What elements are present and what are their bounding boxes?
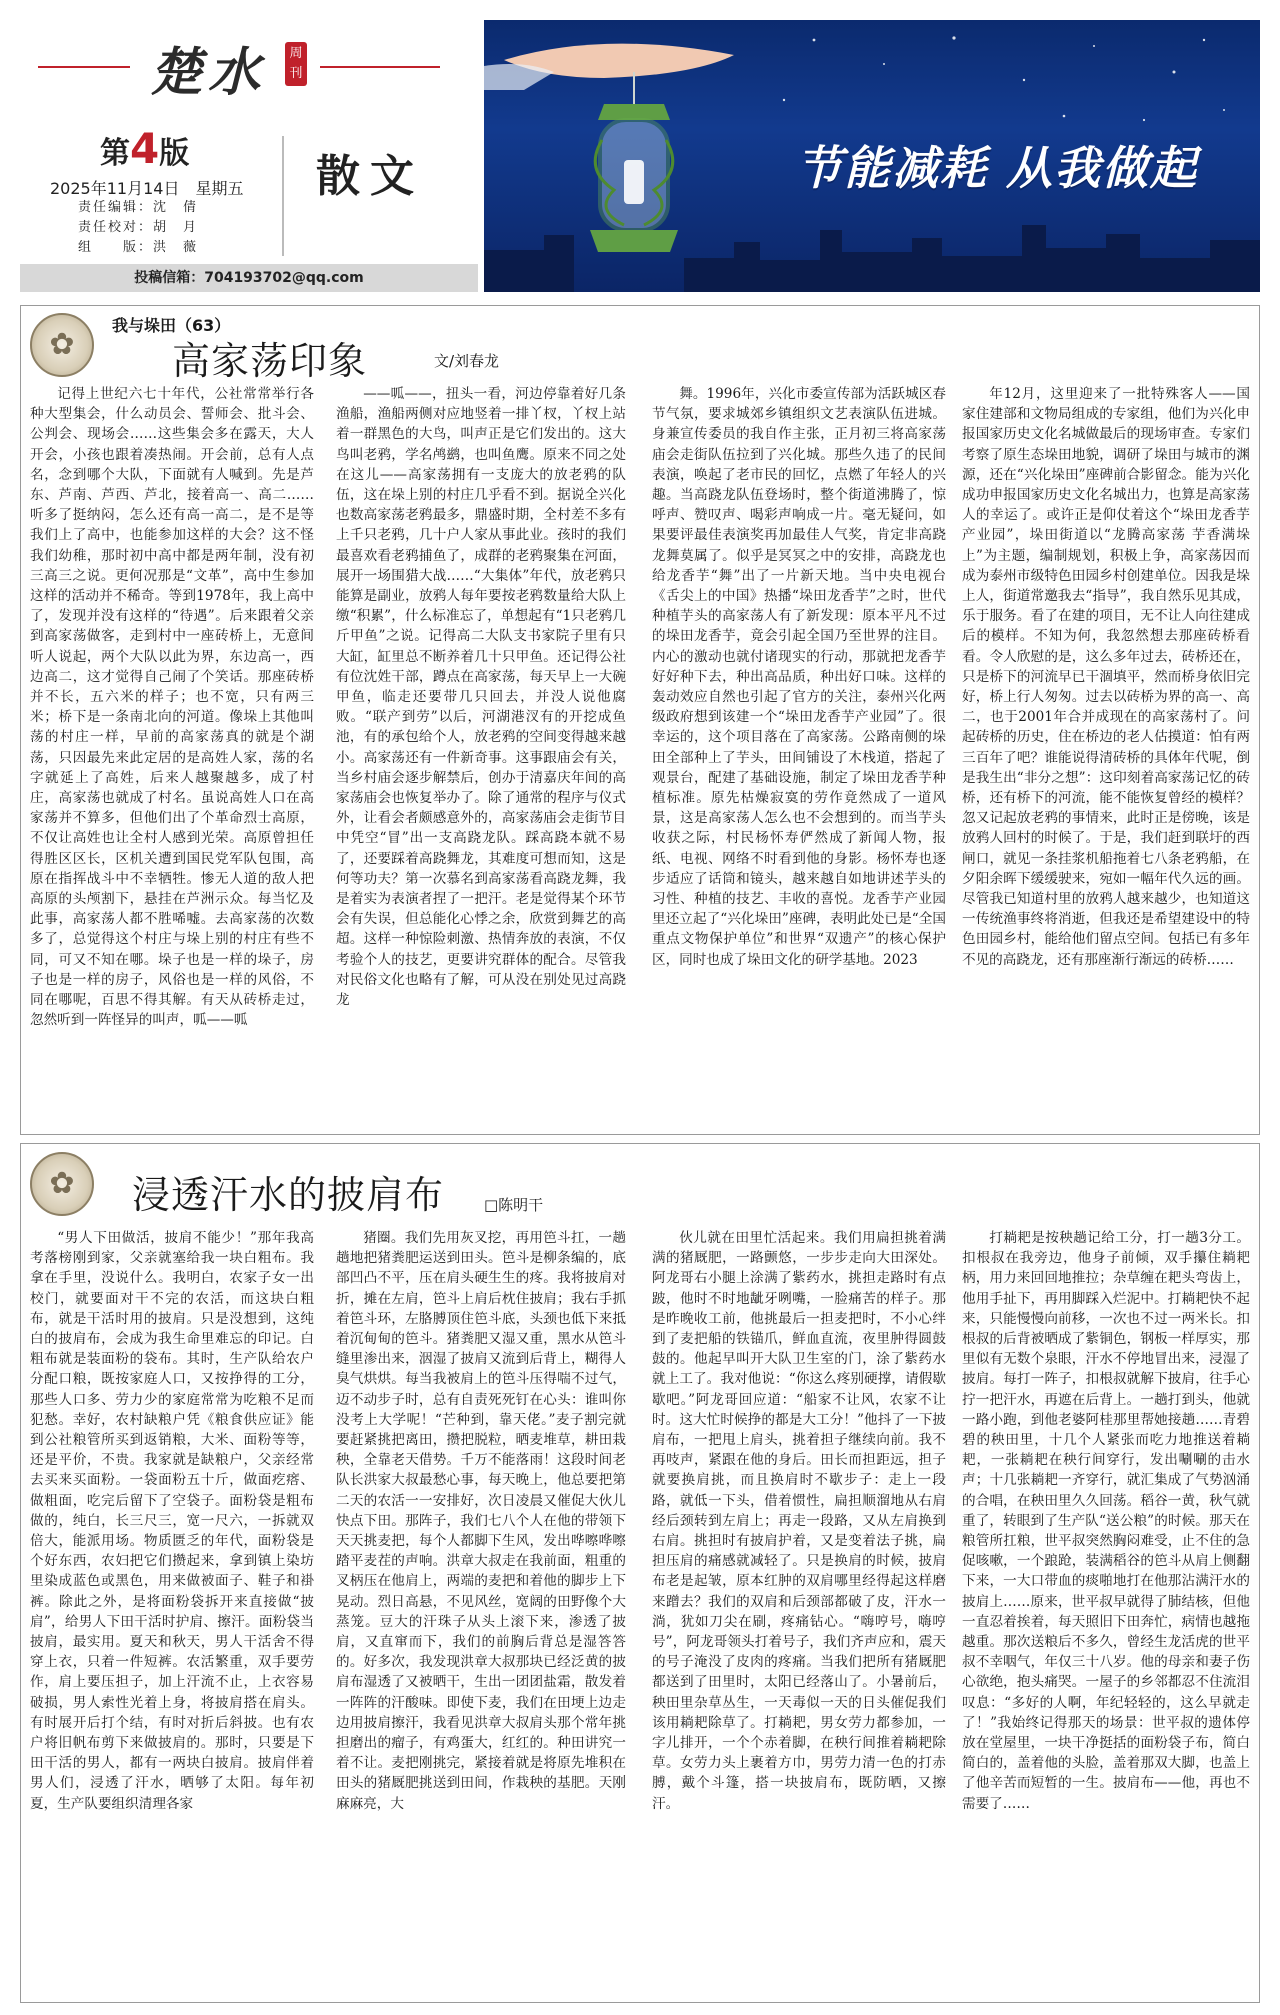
article-title: 高家荡印象 [172,339,368,383]
flower-medallion-icon [30,1152,94,1216]
issue-date: 2025年11月14日 星期五 [50,179,244,198]
article1-column-4: 年12月，这里迎来了一批特殊客人——国家住建部和文物局组成的专家组，他们为兴化申报国家历史文化名城做最后的现场审查。专家们考察了原生态垛田地貌，调研了垛田与城市的渊源，还在“兴化垛田”座碑前合影留念。能为兴化成功申报国家历史文化名城出力，也算是高家荡人的幸运了。或许正是仰仗着这个“垛田龙香芋产业园”，垛田街道以“龙腾高家荡 芋香满垛上”为主题，编制规划，积极上争，高家荡因而成为泰州市级特色田园乡村创建单位。因我是垛上人，街道常邀我去“指导”，我自然乐见其成，乐于服务。看了在建的项目，无不让人向往建成后的模样。不知为何，我忽然想去那座砖桥看看。令人欣慰的是，这么多年过去，砖桥还在，只是桥下的河流早已干涸填平，然而桥身依旧完好，桥上行人匆匆。过去以砖桥为界的高一、高二，也于2001年合并成现在的高家荡村了。问起砖桥的历史，住在桥边的老人估摸道：怕有两三百年了吧？谁能说得清砖桥的具体年代呢，倒是我生出“非分之想”：这印刻着高家荡记忆的砖桥，还有桥下的河流，能不能恢复曾经的模样？忽又记起放老鸦的事情来，此时正是傍晚，该是放鸦人回村的时候了。于是，我们赶到联圩的西闸口，就见一条挂浆机船拖着七八条老鸦船，在夕阳余晖下缓缓驶来，宛如一幅年代久远的画。尽管我已知道村里的放鸦人越来越少，也知道这一传统渔事终将消逝，但我还是希望建设中的特色田园乡村，能给他们留点空间。包括已有多年不见的高跷龙，还有那座渐行渐远的砖桥…… [962,386,1250,968]
energy-saving-banner [484,20,1260,292]
article2-column-1: “男人下田做活，披肩不能少！”那年我高考落榜刚到家，父亲就塞给我一块白粗布。我拿在手里，没说什么。我明白，农家子女一出校门，就要面对干不完的农活，而这块白粗布，就是干活时用的披肩。只是没想到，这纯白的披肩布，会成为我生命里难忘的印记。白粗布就是装面粉的袋布。其时，生产队给农户分配口粮，既按家庭人口，又按挣得的工分，那些人口多、劳力少的家庭常常为吃粮不足而犯愁。幸好，农村缺粮户凭《粮食供应证》能到公社粮管所买到返销粮，大米、面粉等等，还是平价，不贵。我家就是缺粮户，父亲经常去买来买面粉。一袋面粉五十斤，做面疙瘩、做粗面，吃完后留下了空袋子。面粉袋是粗布做的，纯白，长三尺三，宽一尺六，一拆就双倍大，能派用场。物质匮乏的年代，面粉袋是个好东西，农妇把它们攒起来，拿到镇上染坊里染成蓝色或黑色，用来做被面子、鞋子和褂裤。除此之外，是将面粉袋拆开来直接做“披肩”，给男人下田干活时护肩、擦汗。面粉袋当披肩，最实用。夏天和秋天，男人干活舍不得穿上衣，只着一件短裤。农活繁重，双手要劳作，肩上要压担子，加上汗流不止，上衣容易破损，男人索性光着上身，将披肩搭在肩头。有时展开后打个结，有时对折后斜披。也有农户将旧帆布剪下来做披肩的。那时，只要是下田干活的男人，都有一两块白披肩。披肩伴着男人们，浸透了汗水，晒够了太阳。每年初夏，生产队要组织清理各家 [30,1230,314,1812]
section-divider [282,136,284,256]
newspaper-brand: 楚水 [150,42,267,103]
article2-column-4: 打耥耙是按秧趟记给工分，打一趟3分工。扣根叔在我旁边，他身子前倾，双手攥住耥耙柄，用力来回回地推拉；杂草缠在耙头弯齿上，他用手扯下，再用脚踩入烂泥中。打耥耙快不起来，只能慢慢向前移，一次也不过一两米长。扣根叔的后背被晒成了紫铜色，钢板一样厚实，那里似有无数个泉眼，汗水不停地冒出来，浸湿了披肩。每打一阵子，扣根叔就解下披肩，往手心拧一把汗水，再遮在后背上。一趟打到头，他就一路小跑，到他老婆阿桂那里帮她接趟……青碧碧的秧田里，十几个人紧张而吃力地推送着耥耙，一张耥耙在秧行间穿行，发出唰唰的击水声；十几张耥耙一齐穿行，就汇集成了气势汹涌的合唱，在秧田里久久回荡。稻谷一黄，秋气就重了，转眼到了生产队“送公粮”的时候。那天在粮管所扛粮，世平叔突然胸闷难受，止不住的急促咳嗽，一个踉跄，装满稻谷的笆斗从肩上侧翻下来，一大口带血的痰啪地打在他那沾满汗水的披肩上……原来，世平叔早就得了肺结核，但他一直忍着挨着，每天照旧下田奔忙，病情也越拖越重。那次送粮后不多久，曾经生龙活虎的世平叔不幸咽气，年仅三十八岁。他的母亲和妻子伤心欲绝，抱头痛哭。一屋子的乡邻都忍不住流泪叹息：“多好的人啊，年纪轻轻的，这么早就走了！”我始终记得那天的场景：世平叔的遗体停放在堂屋里，一块干净挺括的面粉袋子布，简白简白的，盖着他的头脸，盖着那双大脚，也盖上了他辛苦而短暂的一生。披肩布——他，再也不需要了…… [962,1230,1250,1812]
submission-email: 投稿信箱：704193702@qq.com [20,264,478,292]
brand-rule-right [320,66,440,68]
edition-number: 第4版 [100,124,190,173]
brand-rule-left [38,66,130,68]
section-title: 散文 [316,151,424,202]
credit-layout: 组 版：洪 薇 [78,240,199,255]
weekly-badge: 周刊 [285,42,307,86]
banner-slogan: 节能减耗 从我做起 [796,141,1199,195]
credit-editor: 责任编辑：沈 倩 [78,200,199,215]
column-label: 我与垛田（63） [112,316,231,335]
article1-column-3: 舞。1996年，兴化市委宣传部为活跃城区春节气氛，要求城郊乡镇组织文艺表演队伍进城。身兼宣传委员的我自作主张，正月初三将高家荡庙会走街队伍拉到了兴化城。那些久违了的民间表演，唤起了老市民的回忆，点燃了年轻人的兴趣。当高跷龙队伍登场时，整个街道沸腾了，惊呼声、赞叹声、喝彩声响成一片。毫无疑问，如果要评最佳表演奖再加最佳人气奖，肯定非高跷龙舞莫属了。似乎是冥冥之中的安排，高跷龙也给龙香芋“舞”出了一片新天地。当中央电视台《舌尖上的中国》热播“垛田龙香芋”之时，世代种植芋头的高家荡人有了新发现：原本平凡不过的垛田龙香芋，竟会引起全国乃至世界的注目。内心的激动也就付诸现实的行动，那就把龙香芋好好种下去，种出高品质，种出好口味。这样的轰动效应自然也引起了官方的关注，泰州兴化两级政府想到该建一个“垛田龙香芋产业园”了。很幸运的，这个项目落在了高家荡。公路南侧的垛田全部种上了芋头，田间铺设了木栈道，搭起了观景台，配建了基础设施，制定了垛田龙香芋种植标准。原先枯燥寂寞的劳作竟然成了一道风景，这是高家荡人怎么也不会想到的。而当芋头收获之际，村民杨怀寿俨然成了新闻人物，报纸、电视、网络不时看到他的身影。杨怀寿也逐步适应了话筒和镜头，越来越自如地讲述芋头的习性、种植的技艺、丰收的喜悦。龙香芋产业园里还立起了“兴化垛田”座碑，表明此处已是“全国重点文物保护单位”和世界“双遗产”的核心保护区，同时也成了垛田文化的研学基地。2023 [652,386,946,968]
credit-proofreader: 责任校对：胡 月 [78,220,199,235]
lantern-icon [590,104,678,252]
article1-column-1: 记得上世纪六七十年代，公社常常举行各种大型集会，什么动员会、誓师会、批斗会、公判会、现场会……这些集会多在露天，大人开会，小孩也跟着凑热闹。开会前，总有人点名，念到哪个大队，下面就有人喊到。先是芦东、芦南、芦西、芦北，接着高一、高二……听多了挺纳闷，怎么还有高一高二，是不是等我们上了高中，也能参加这样的大会？这不怪我们幼稚，那时初中高中都是两年制，没有初三高三之说。更何况那是“文革”，高中生参加这样的活动并不稀奇。等到1978年，我上高中了，发现并没有这样的“待遇”。后来跟着父亲到高家荡做客，走到村中一座砖桥上，无意间听人说起，两个大队以此为界，东边高一，西边高二，这才觉得自己闹了个笑话。那座砖桥并不长，五六米的样子；也不宽，只有两三米；桥下是一条南北向的河道。像垛上其他叫荡的村庄一样，早前的高家荡真的就是个湖荡，只因最先来此定居的是高姓人家，荡的名字就延上了高姓，后来人越聚越多，成了村庄，高家荡也就成了村名。虽说高姓人口在高家荡并不算多，但他们出了个革命烈士高原，不仅让高姓也让全村人感到光荣。高原曾担任得胜区区长，区机关遭到国民党军队包围，高原在指挥战斗中不幸牺牲。惨无人道的敌人把高原的头颅割下，悬挂在芦洲示众。每当忆及此事，高家荡人都不胜唏嘘。去高家荡的次数多了，总觉得这个村庄与垛上别的村庄有些不同，可又不知在哪。垛子也是一样的垛子，房子也是一样的房子，风俗也是一样的风俗，不同在哪呢，百思不得其解。有天从砖桥走过，忽然听到一阵怪异的叫声，呱——呱 [30,386,314,1029]
editorial-credits [78,198,198,258]
article2-column-2: 猪圈。我们先用灰叉挖，再用笆斗扛，一趟趟地把猪粪肥运送到田头。笆斗是柳条编的，底部凹凸不平，压在肩头硬生生的疼。我将披肩对折，摊在左肩，笆斗上肩后枕住披肩；我右手抓着笆斗环，左胳膊顶住笆斗底，头颈也低下来抵着沉甸甸的笆斗。猪粪肥又湿又重，黑水从笆斗缝里渗出来，洇湿了披肩又流到后背上，糊得人臭气烘烘。每当我被肩上的笆斗压得喘不过气，迈不动步子时，总有自责死死钉在心头：谁叫你没考上大学呢！“芒种到，靠天佬。”麦子割完就要赶紧挑把离田，攒把脱粒，晒麦堆草，耕田栽秧，全靠老天借势。千万不能落雨！这段时间老队长洪家大叔最愁心事，每天晚上，他总要把第二天的农活一一安排好，次日凌晨又催促大伙儿快点下田。那阵子，我们七八个人在他的带领下天天挑麦把，每个人都脚下生风，发出哗嚓哗嚓踏平麦茬的声响。洪章大叔走在我前面，粗重的叉柄压在他肩上，两端的麦把和着他的脚步上下晃动。烈日高悬，不见风丝，宽阔的田野像个大蒸笼。豆大的汗珠子从头上滚下来，渗透了披肩，又直窜而下，我们的前胸后背总是湿答答的。好多次，我发现洪章大叔那块已经泛黄的披肩布湿透了又被晒干，生出一团团盐霜，散发着一阵阵的汗酸味。即使下麦，我们在田埂上边走边用披肩擦汗，我看见洪章大叔肩头那个常年挑担磨出的瘤子，有鸡蛋大，红红的。种田讲究一着不让。麦把刚挑完，紧接着就是将原先堆积在田头的猪厩肥挑送到田间，作栽秧的基肥。天刚麻麻亮，大 [336,1230,626,1812]
article-byline: □陈明干 [484,1196,544,1214]
flower-medallion-icon [30,313,94,377]
article1-column-2: ——呱——，扭头一看，河边停靠着好几条渔船，渔船两侧对应地竖着一排丫杈，丫杈上站着一群黑色的大鸟，叫声正是它们发出的。这大鸟叫老鸦，学名鸬鹚，也叫鱼鹰。原来不同之处在这儿——高家荡拥有一支庞大的放老鸦的队伍，这在垛上别的村庄几乎看不到。据说全兴化也数高家荡老鸦最多，鼎盛时期，全村差不多有上千只老鸦，几十户人家从事此业。孩时的我们最喜欢看老鸦捕鱼了，成群的老鸦聚集在河面，展开一场围猎大战……“大集体”年代，放老鸦只能算是副业，放鸦人每年要按老鸦数量给大队上缴“积累”，什么标准忘了，单想起有“1只老鸦几斤甲鱼”之说。记得高二大队支书家院子里有只大缸，缸里总不断养着几十只甲鱼。还记得公社有位沈姓干部，蹲点在高家荡，每天早上一大碗甲鱼，临走还要带几只回去，并没人说他腐败。“联产到劳”以后，河湖港汊有的开挖成鱼池，有的承包给个人，放老鸦的空间变得越来越小。高家荡还有一件新奇事。这事跟庙会有关，当乡村庙会逐步解禁后，创办于清嘉庆年间的高家荡庙会也恢复举办了。除了通常的程序与仪式外，让看会者颇感意外的，高家荡庙会走街节目中凭空“冒”出一支高跷龙队。踩高跷本就不易了，还要踩着高跷舞龙，其难度可想而知，这是何等功夫？第一次慕名到高家荡看高跷龙舞，我是着实为表演者捏了一把汗。老是觉得某个环节会有失误，但总能化心悸之余，欣赏到舞艺的高超。这样一种惊险刺激、热情奔放的表演，不仅考验个人的技艺，更要讲究群体的配合。尽管我对民俗文化也略有了解，可从没在别处见过高跷龙 [336,386,626,1009]
article-title: 浸透汗水的披肩布 [132,1173,445,1217]
article2-column-3: 伙儿就在田里忙活起来。我们用扁担挑着满满的猪厩肥，一路颤悠，一步步走向大田深处。阿龙哥右小腿上涂满了紫药水，挑担走路时有点跛，他时不时地龇牙咧嘴，一脸痛苦的样子。那是昨晚收工前，他挑最后一担麦把时，不小心绊到了麦把船的铁锚爪，鲜血直流，夜里肿得圆鼓鼓的。他起早叫开大队卫生室的门，涂了紫药水就上工了。我对他说：“你这么疼别硬撑，请假歇歇吧。”阿龙哥回应道：“船家不让风，农家不让时。这大忙时候挣的都是大工分！”他抖了一下披肩布，一把甩上肩头，挑着担子继续向前。我不再吱声，紧跟在他的身后。田长而担距远，担子就要换肩挑，而且换肩时不歇步子：走上一段路，就低一下头，借着惯性，扁担顺溜地从右肩经后颈转到左肩上；再走一段路，又从左肩换到右肩。挑担时有披肩护着，又是变着法子挑，扁担压肩的痛感就减轻了。只是换肩的时候，披肩布老是起皱，原本红肿的双肩哪里经得起这样磨来蹭去？我们的双肩和后颈部都破了皮，汗水一淌，犹如刀尖在刷，疼痛钻心。“嗨哼号，嗨哼号”，阿龙哥领头打着号子，我们齐声应和，震天的号子淹没了皮肉的疼痛。当我们把所有猪厩肥都送到了田里时，太阳已经落山了。小暑前后，秧田里杂草丛生，一天毒似一天的日头催促我们该用耥耙除草了。打耥耙，男女劳力都参加，一字儿排开，一个个赤着脚，在秧行间推着耥耙除草。女劳力头上裹着方巾，男劳力清一色的打赤膊，戴个斗篷，搭一块披肩布，既防晒，又擦汗。 [652,1230,946,1812]
article-byline: 文/刘春龙 [434,352,500,370]
masthead [0,0,1280,300]
